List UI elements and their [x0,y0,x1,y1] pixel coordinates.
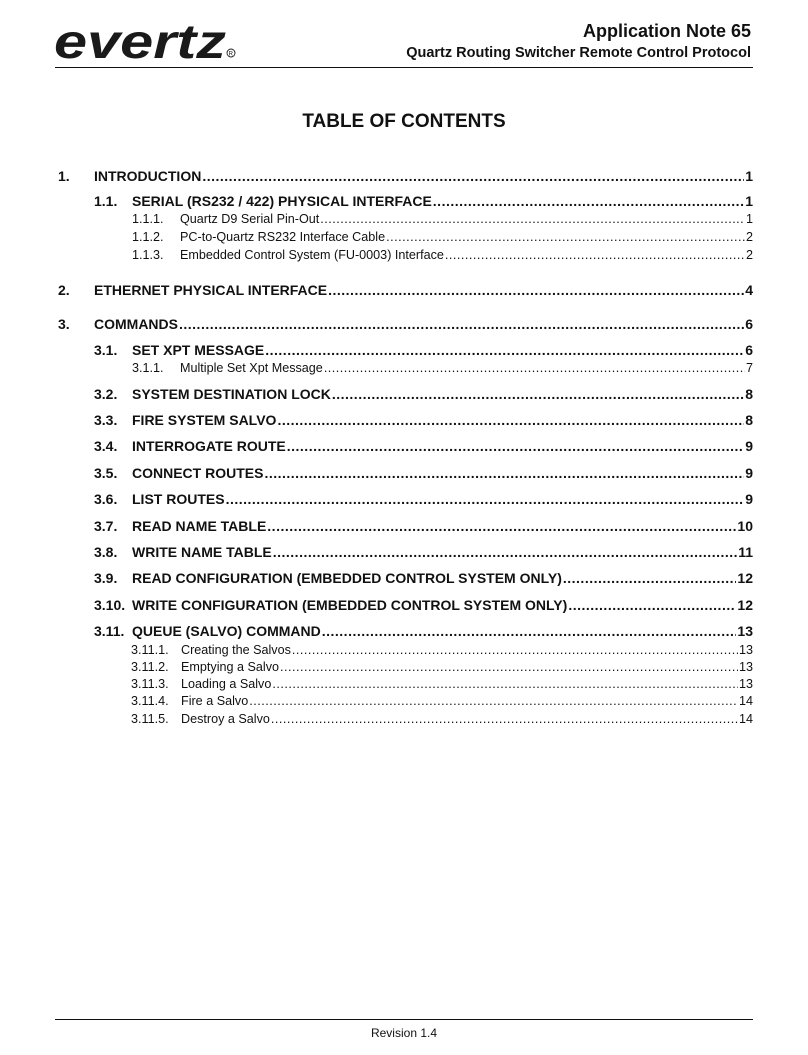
toc-entry-label: READ CONFIGURATION (EMBEDDED CONTROL SYSTEM ONLY) [132,570,562,586]
dot-leader [433,193,744,209]
dot-leader [264,465,744,481]
dot-leader [249,694,738,708]
toc-entry-number: 3.5. [94,465,118,481]
header-rule [55,67,753,68]
header-right [406,20,751,63]
toc-entry[interactable] [94,193,753,209]
toc-entry-page: 1 [745,168,753,184]
toc-entry-number: 1. [58,168,70,184]
toc-entry-page: 8 [745,412,753,428]
dot-leader [287,438,744,454]
toc-entry-number: 3.2. [94,386,118,402]
dot-leader [202,168,744,184]
dot-leader [280,660,738,674]
toc-entry-label: Emptying a Salvo [181,660,280,674]
toc-entry-label: Quartz D9 Serial Pin-Out [180,212,320,226]
toc-entry-page: 8 [745,386,753,402]
toc-entry-label: WRITE CONFIGURATION (EMBEDDED CONTROL SYSTEM ONLY) [132,597,568,613]
toc-entry-label: ETHERNET PHYSICAL INTERFACE [94,282,328,298]
dot-leader [386,230,745,244]
toc-entry-label: Creating the Salvos [181,643,291,657]
toc-entry-page: 6 [745,342,753,358]
toc-entry[interactable] [58,316,753,332]
toc-entry-number: 3.11.1. [131,643,169,657]
toc-entry-page: 12 [737,570,753,586]
document-subtitle: Quartz Routing Switcher Remote Control Protocol [406,45,751,61]
dot-leader [328,282,744,298]
toc-entry-page: 13 [738,677,753,691]
dot-leader [322,623,737,639]
toc-entry[interactable] [58,168,753,184]
toc-entry-label: Loading a Salvo [181,677,272,691]
dot-leader [273,544,737,560]
toc-entry[interactable] [131,694,753,708]
toc-entry-number: 1.1.3. [132,248,164,262]
toc-entry-page: 9 [745,438,753,454]
toc-entry-number: 3.7. [94,518,118,534]
toc-entry-number: 3.10. [94,597,126,613]
dot-leader [271,712,738,726]
toc-entry[interactable] [132,361,753,375]
dot-leader [563,570,737,586]
toc-entry-page: 6 [745,316,753,332]
toc-entry-label: Destroy a Salvo [181,712,270,726]
toc-entry-number: 3.6. [94,491,118,507]
toc-entry-page: 13 [737,623,753,639]
toc-entry-number: 3.11.3. [131,677,169,691]
toc-entry[interactable] [132,248,753,262]
toc-entry-label: SYSTEM DESTINATION LOCK [132,386,331,402]
svg-text:R: R [228,51,233,58]
dot-leader [320,212,745,226]
toc-entry-number: 2. [58,282,70,298]
toc-entry-page: 1 [745,193,753,209]
toc-entry-page: 9 [745,465,753,481]
toc-entry-number: 1.1.2. [132,230,164,244]
toc-heading: TABLE OF CONTENTS [302,111,506,132]
toc-entry-number: 1.1.1. [132,212,164,226]
toc-entry[interactable] [94,438,753,454]
toc-entry-page: 11 [738,544,753,560]
toc-entry-number: 3.1. [94,342,118,358]
toc-entry-label: LIST ROUTES [132,491,225,507]
toc-entry-label: COMMANDS [94,316,178,332]
toc-entry[interactable] [94,570,753,586]
toc-entry-label: INTRODUCTION [94,168,202,184]
toc-entry-label: FIRE SYSTEM SALVO [132,412,277,428]
toc-entry[interactable] [131,712,753,726]
toc-entry[interactable] [131,643,753,657]
toc-entry[interactable] [94,386,753,402]
dot-leader [179,316,744,332]
toc-entry[interactable] [94,412,753,428]
toc-entry-number: 3.11.4. [131,694,169,708]
toc-entry-label: WRITE NAME TABLE [132,544,272,560]
toc-entry-number: 3.4. [94,438,118,454]
evertz-logo [52,14,252,66]
toc-entry-page: 10 [737,518,753,534]
toc-entry-page: 9 [745,491,753,507]
toc-entry[interactable] [94,518,753,534]
toc-entry-number: 3.11.5. [131,712,169,726]
document-title: Application Note 65 [582,21,751,41]
toc-entry-label: SERIAL (RS232 / 422) PHYSICAL INTERFACE [132,193,432,209]
toc-entry-number: 3.3. [94,412,118,428]
dot-leader [445,248,745,262]
toc-entry-page: 7 [745,361,753,375]
toc-entry[interactable] [131,660,753,674]
dot-leader [267,518,736,534]
dot-leader [332,386,744,402]
toc-entry-page: 14 [738,712,753,726]
toc-entry-number: 3.1.1. [132,361,164,375]
toc-entry-label: CONNECT ROUTES [132,465,264,481]
toc-entry[interactable] [132,212,753,226]
toc-entry[interactable] [94,465,753,481]
dot-leader [272,677,738,691]
toc-entry-number: 3.11.2. [131,660,169,674]
toc-entry-page: 12 [737,597,753,613]
toc-entry-page: 1 [745,212,753,226]
toc-entry-page: 14 [738,694,753,708]
toc-entry[interactable] [132,230,753,244]
toc-entry-label: READ NAME TABLE [132,518,267,534]
dot-leader [277,412,744,428]
evertz-logo-mark [52,14,252,66]
toc-entry[interactable] [94,623,753,639]
toc-entry-page: 13 [738,643,753,657]
toc-entry-number: 3.11. [94,623,125,639]
toc-entry[interactable] [58,282,753,298]
toc-entry-label: Embedded Control System (FU-0003) Interface [180,248,444,262]
toc-entry-number: 1.1. [94,193,118,209]
toc-entry[interactable] [94,491,753,507]
toc-entry[interactable] [94,342,753,358]
toc-entry-page: 13 [738,660,753,674]
brand-text: evertz [54,16,226,66]
toc-entry-page: 2 [745,248,753,262]
toc-entry-number: 3.9. [94,570,118,586]
toc-entry[interactable] [131,677,753,691]
dot-leader [568,597,736,613]
toc-entry-label: SET XPT MESSAGE [132,342,265,358]
dot-leader [265,342,744,358]
toc-entry-label: Multiple Set Xpt Message [180,361,323,375]
toc-entry-label: INTERROGATE ROUTE [132,438,286,454]
toc-entry-label: Fire a Salvo [181,694,249,708]
toc-entry-label: QUEUE (SALVO) COMMAND [132,623,321,639]
toc-entry[interactable] [94,544,753,560]
dot-leader [292,643,738,657]
dot-leader [324,361,745,375]
toc-entry-number: 3.8. [94,544,118,560]
footer-revision: Revision 1.4 [370,1026,438,1040]
toc-entry-number: 3. [58,316,70,332]
toc-entry-page: 4 [745,282,753,298]
dot-leader [226,491,745,507]
toc-entry[interactable] [94,597,753,613]
footer-rule [55,1019,753,1020]
toc-entry-page: 2 [745,230,753,244]
toc-entry-label: PC-to-Quartz RS232 Interface Cable [180,230,386,244]
